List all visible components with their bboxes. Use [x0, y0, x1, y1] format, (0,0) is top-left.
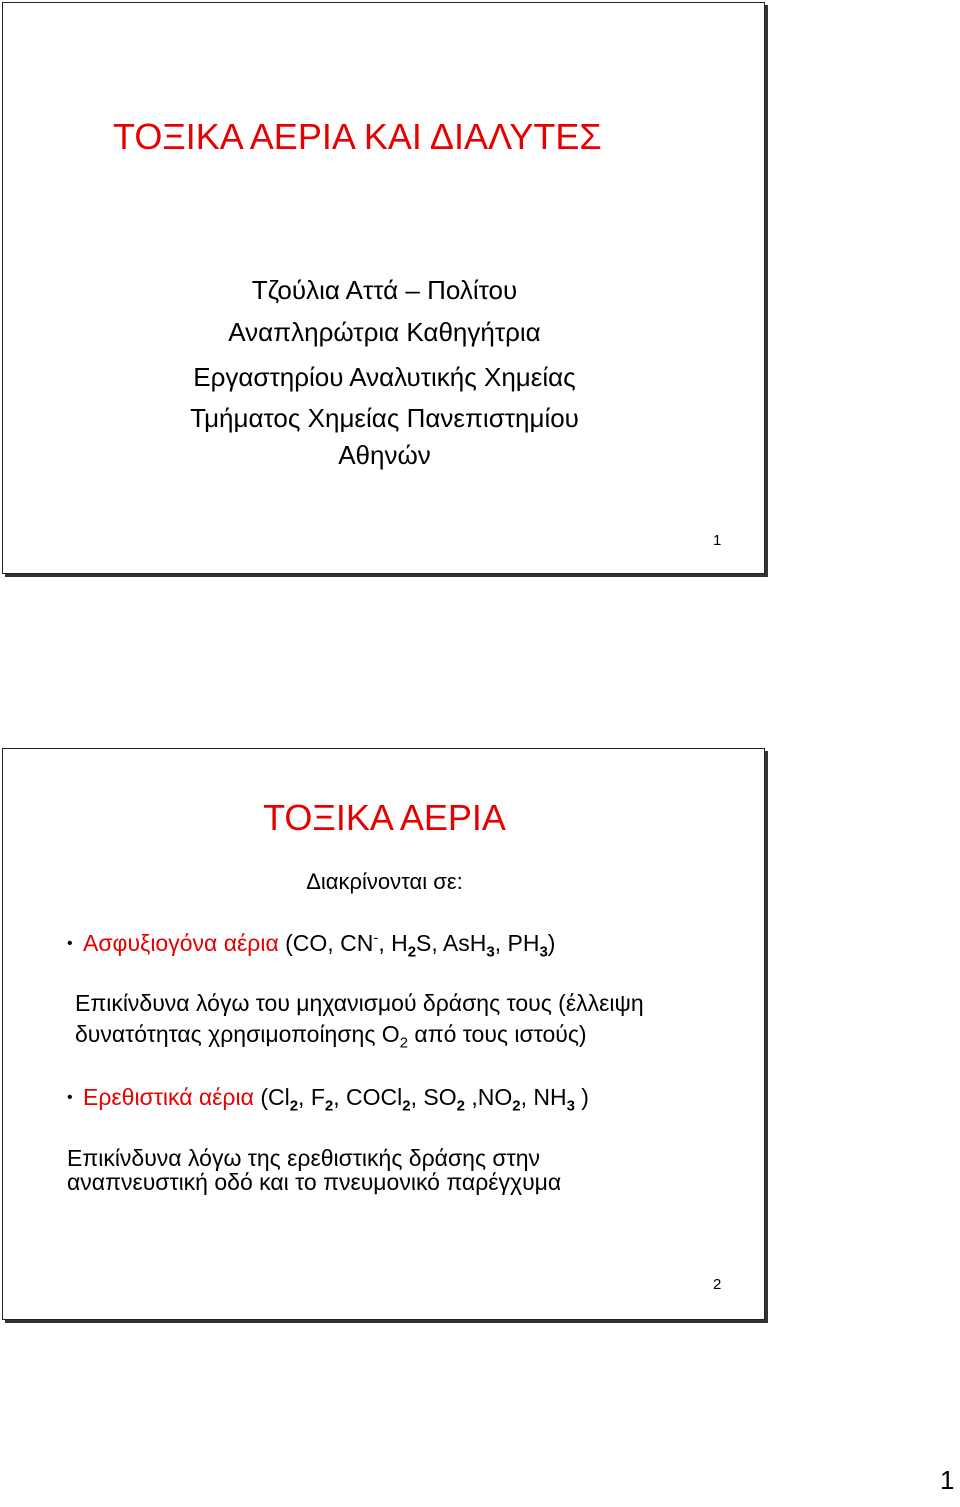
- bullet-icon: •: [67, 935, 73, 952]
- slide-2-number: 2: [713, 1276, 722, 1293]
- asphyxiant-formula: (CO, CN-, $H_2S$, AsH$_3$, $PH_3$): [285, 929, 556, 961]
- slide-1-number: 1: [713, 532, 722, 549]
- irritant-label: Ερεθιστικά αέρια: [83, 1084, 254, 1110]
- slide-2-intro: Διακρίνονται σε:: [306, 869, 463, 894]
- author-name: Τζούλια Αττά – Πολίτου: [251, 275, 518, 305]
- bullet-icon: •: [67, 1089, 73, 1106]
- slide-2-title: ΤΟΞΙΚΑ ΑΕΡΙΑ: [263, 797, 506, 838]
- asphyxiant-label: Ασφυξιογόνα αέρια: [83, 930, 279, 956]
- irritant-desc-line-1: Επικίνδυνα λόγω της ερεθιστικής δράσης στην: [67, 1145, 541, 1171]
- bullet-irritant: [67, 1084, 589, 1115]
- page-number: 1: [940, 1465, 955, 1495]
- author-lab: Εργαστηρίου Αναλυτικής Χημείας: [193, 362, 576, 392]
- author-university: Αθηνών: [338, 440, 431, 470]
- author-department: Τμήματος Χημείας Πανεπιστημίου: [190, 403, 579, 433]
- asphyxiant-desc-line-2: δυνατότητας χρησιμοποίησης $O_2$ από τους ιστούς): [75, 1021, 587, 1052]
- bullet-asphyxiant: [67, 929, 556, 961]
- irritant-desc-line-2: αναπνευστική οδό και το πνευμονικό παρέγχυμα: [67, 1169, 562, 1195]
- slide-1-title: ΤΟΞΙΚΑ ΑΕΡΙΑ ΚΑΙ ΔΙΑΛΥΤΕΣ: [113, 116, 602, 157]
- author-position: Αναπληρώτρια Καθηγήτρια: [228, 317, 541, 347]
- slide-2: [2, 748, 765, 1320]
- asphyxiant-desc-line-1: Επικίνδυνα λόγω του μηχανισμού δράσης τους (έλλειψη: [75, 990, 644, 1016]
- irritant-formula: ($Cl_2$, $F_2$, COCl$_2$, $SO_2$ $,NO_2$, $NH_3$ ): [260, 1084, 589, 1115]
- slide-1: [2, 2, 765, 574]
